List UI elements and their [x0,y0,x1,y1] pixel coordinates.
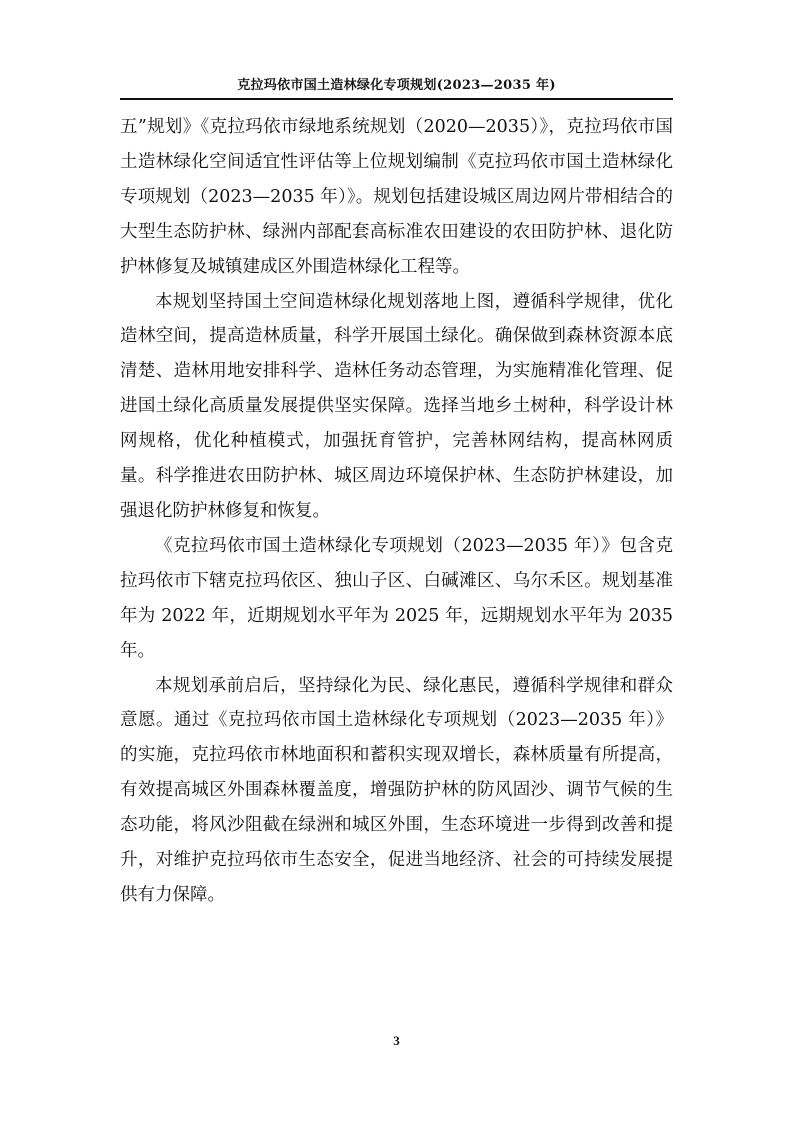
paragraph-1: 五”规划》《克拉玛依市绿地系统规划（2020—2035）》，克拉玛依市国土造林绿化空间适宜性评估等上位规划编制《克拉玛依市国土造林绿化专项规划（2023—2035 年）》。规划包括建设城区周边网片带相结合的大型生态防护林、绿洲内部配套高标准农田建设的农田防护林、退化防护林修复及城镇建成区外围造林绿化工程等。 [120,117,673,277]
page-number: 3 [393,1033,400,1048]
running-header: 克拉玛依市国土造林绿化专项规划(2023—2035 年) [237,78,556,93]
paragraph-3: 《克拉玛依市国土造林绿化专项规划（2023—2035 年）》包含克拉玛依市下辖克拉玛依区、独山子区、白碱滩区、乌尔禾区。规划基准年为 2022 年，近期规划水平年为 2025 年，远期规划水平年为 2035 年。 [120,535,673,661]
header-divider [120,98,673,100]
paragraph-4: 本规划承前启后，坚持绿化为民、绿化惠民，遵循科学规律和群众意愿。通过《克拉玛依市国土造林绿化专项规划（2023—2035 年）》的实施，克拉玛依市林地面积和蓄积实现双增长，森林质量有所提高，有效提高城区外围森林覆盖度，增强防护林的防风固沙、调节气候的生态功能，将风沙阻截在绿洲和城区外围，生态环境进一步得到改善和提升，对维护克拉玛依市生态安全，促进当地经济、社会的可持续发展提供有力保障。 [120,675,673,905]
document-body [120,110,673,913]
paragraph-2: 本规划坚持国土空间造林绿化规划落地上图，遵循科学规律，优化造林空间，提高造林质量，科学开展国土绿化。确保做到森林资源本底清楚、造林用地安排科学、造林任务动态管理，为实施精准化管理、促进国土绿化高质量发展提供坚实保障。选择当地乡土树种，科学设计林网规格，优化种植模式，加强抚育管护，完善林网结构，提高林网质量。科学推进农田防护林、城区周边环境保护林、生态防护林建设，加强退化防护林修复和恢复。 [120,291,673,521]
